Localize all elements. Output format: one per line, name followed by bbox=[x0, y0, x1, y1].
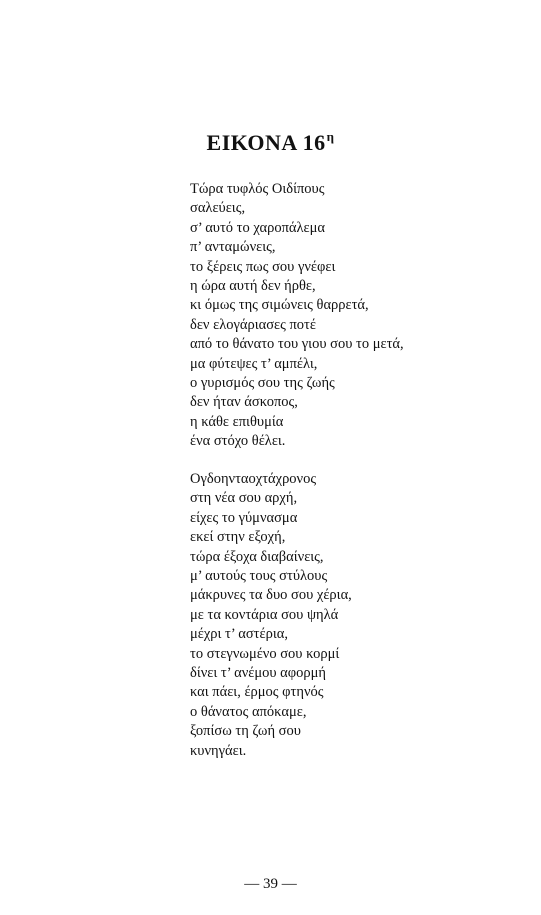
poem-line: η ώρα αυτή δεν ήρθε, bbox=[190, 278, 316, 295]
poem-line: δεν ήταν άσκοπος, bbox=[190, 394, 298, 411]
poem-line: μέχρι τ’ αστέρια, bbox=[190, 626, 288, 643]
poem-title bbox=[0, 129, 541, 156]
stanza-1 bbox=[190, 180, 404, 452]
poem-line: το στεγνωμένο σου κορμί bbox=[190, 645, 340, 662]
poem-line: ένα στόχο θέλει. bbox=[190, 433, 286, 450]
poem-line: Τώρα τυφλός Οιδίπους bbox=[190, 181, 325, 197]
poem-line: Ογδοηνταοχτάχρονος bbox=[190, 471, 317, 487]
poem-line: π’ ανταμώνεις, bbox=[190, 239, 276, 256]
poem-line: μα φύτεψες τ’ αμπέλι, bbox=[190, 355, 318, 372]
poem-line: τώρα έξοχα διαβαίνεις, bbox=[190, 548, 324, 565]
poem-title-superscript: η bbox=[326, 129, 335, 144]
stanza-2 bbox=[190, 470, 352, 761]
poem-line: το ξέρεις πως σου γνέφει bbox=[190, 258, 336, 275]
poem-line: είχες το γύμνασμα bbox=[190, 509, 298, 526]
poem-line: κυνηγάει. bbox=[190, 742, 247, 759]
poem-line: με τα κοντάρια σου ψηλά bbox=[190, 606, 339, 623]
poem-line: ο γυρισμός σου της ζωής bbox=[190, 375, 335, 392]
poem-line: η κάθε επιθυμία bbox=[190, 413, 284, 430]
poem-line: σ’ αυτό το χαροπάλεμα bbox=[190, 219, 325, 236]
poem-line: σαλεύεις, bbox=[190, 200, 246, 217]
poem-line: μάκρυνες τα δυο σου χέρια, bbox=[190, 587, 352, 604]
poem-line: εκεί στην εξοχή, bbox=[190, 529, 286, 546]
poem-line: ο θάνατος απόκαμε, bbox=[190, 703, 307, 720]
page-number: — 39 — bbox=[244, 876, 297, 892]
poem-title-text: ΕΙΚΟΝΑ 16 bbox=[206, 130, 326, 155]
poem-line: δεν ελογάριασες ποτέ bbox=[190, 316, 316, 333]
poem-line: και πάει, έρμος φτηνός bbox=[190, 684, 324, 701]
poem-line: κι όμως της σιμώνεις θαρρετά, bbox=[190, 297, 369, 314]
poem-line: στη νέα σου αρχή, bbox=[190, 490, 298, 507]
poem-line: από το θάνατο του γιου σου το μετά, bbox=[190, 336, 404, 353]
poem-line: μ’ αυτούς τους στύλους bbox=[190, 568, 328, 585]
poem-line: δίνει τ’ ανέμου αφορμή bbox=[190, 665, 326, 682]
poem-line: ξοπίσω τη ζωή σου bbox=[190, 723, 301, 740]
